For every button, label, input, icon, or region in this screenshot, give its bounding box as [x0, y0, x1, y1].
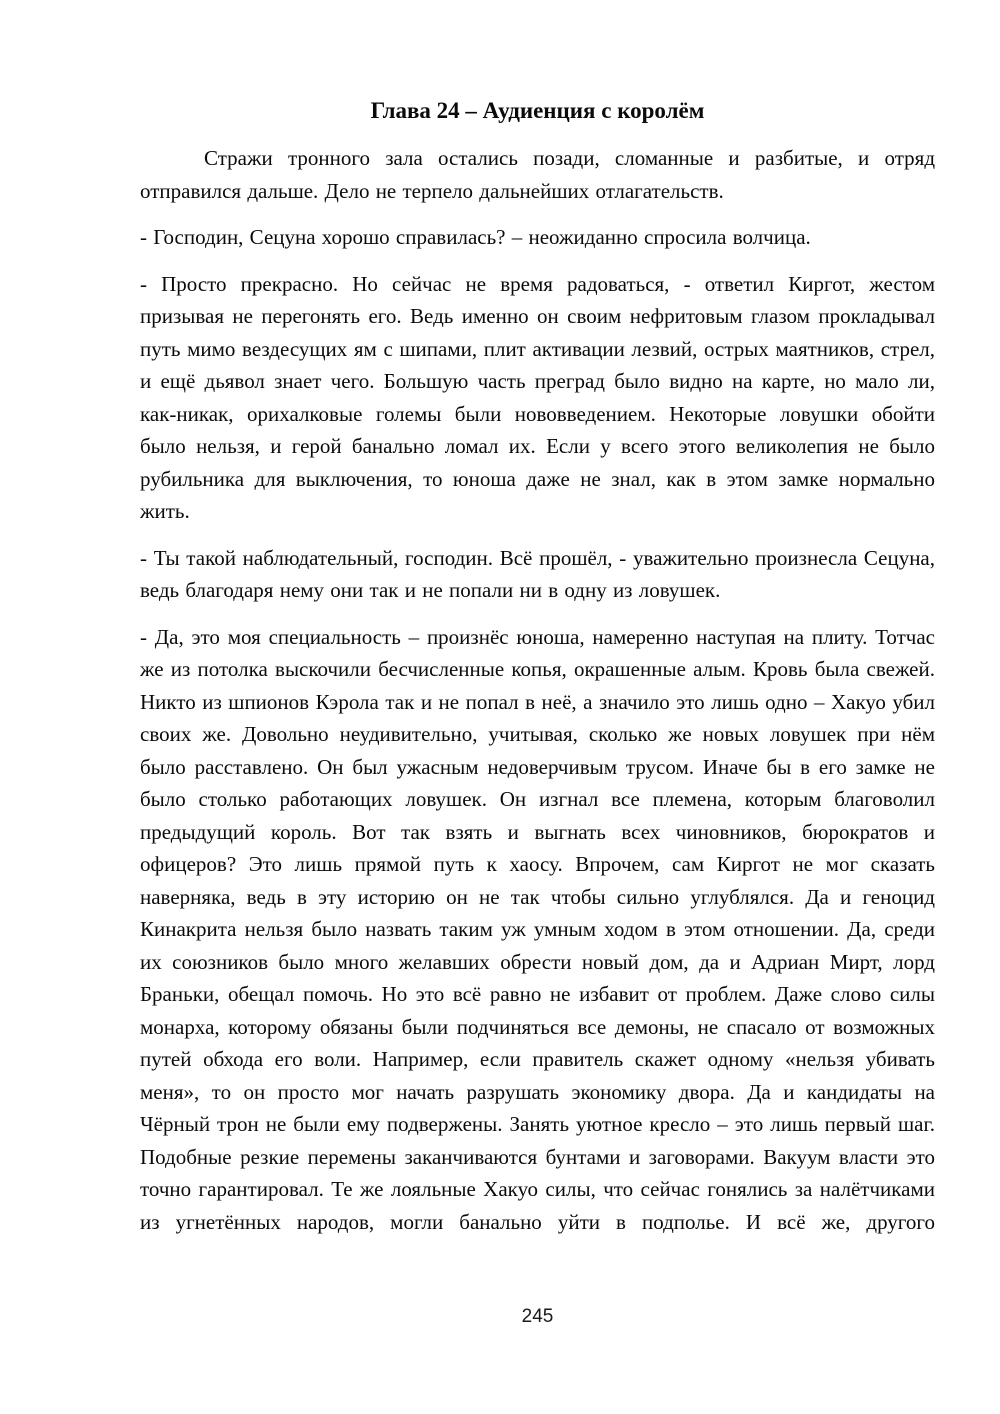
paragraph: - Просто прекрасно. Но сейчас не время радоваться, - ответил Киргот, жестом призывая не перегонять его. Ведь именно он своим нефритовым глазом прокладывал путь мимо вездесущих ям с шипами, плит активации лезвий, острых маятников, стрел, и ещё дьявол знает чего. Большую часть преград было видно на карте, но мало ли, как-никак, орихалковые големы были нововведением. Некоторые ловушки обойти было нельзя, и герой банально ломал их. Если у всего этого великолепия не было рубильника для выключения, то юноша даже не знал, как в этом замке нормально жить.	[140, 271, 935, 523]
paragraph: - Ты такой наблюдательный, господин. Всё прошёл, - уважительно произнесла Сецуна, ведь благодаря нему они так и не попали ни в одну из ловушек.	[140, 545, 935, 602]
paragraph: Стражи тронного зала остались позади, сломанные и разбитые, и отряд отправился дальше. Дело не терпело дальнейших отлагательств.	[140, 146, 935, 203]
paragraph: - Да, это моя специальность – произнёс юноша, намеренно наступая на плиту. Тотчас же из потолка выскочили бесчисленные копья, окрашенные алым. Кровь была свежей. Никто из шпионов Кэрола так и не попал в неё, а значило это лишь одно – Хакуо убил своих же. Довольно неудивительно, учитывая, сколько же новых ловушек при нём было расставлено. Он был ужасным недоверчивым трусом. Иначе бы в его замке не было столько работающих ловушек. Он изгнал все племена, которым благоволил предыдущий король. Вот так взять и выгнать всех чиновников, бюрократов и офицеров? Это лишь прямой путь к хаосу. Впрочем, сам Киргот не мог сказать наверняка, ведь в эту историю он не так чтобы сильно углублялся. Да и геноцид Кинакрита нельзя было назвать таким уж умным ходом в этом отношении. Да, среди их союзников было много желавших обрести новый дом, да и Адриан Мирт, лорд Браньки, обещал помочь. Но это всё равно не избавит от проблем. Даже слово силы монарха, которому обязаны были подчиняться все демоны, не спасало от возможных путей обхода его воли. Например, если правитель скажет одному «нельзя убивать меня», то он просто мог начать разрушать экономику двора. Да и кандидаты на Чёрный трон не были ему подвержены. Занять уютное кресло – это лишь первый шаг. Подобные резкие перемены заканчиваются бунтами и заговорами. Вакуум власти это точно гарантировал. Те же лояльные Хакуо силы, что сейчас гонялись за налётчиками из угнетённых народов, могли банально уйти в подполье. И всё же, другого	[140, 624, 935, 1234]
paragraph: - Господин, Сецуна хорошо справилась? – неожиданно спросила волчица.	[140, 225, 811, 249]
chapter-title: Глава 24 – Аудиенция с королём	[370, 98, 705, 123]
page-number: 245	[521, 1306, 554, 1327]
document-body	[140, 142, 935, 1238]
